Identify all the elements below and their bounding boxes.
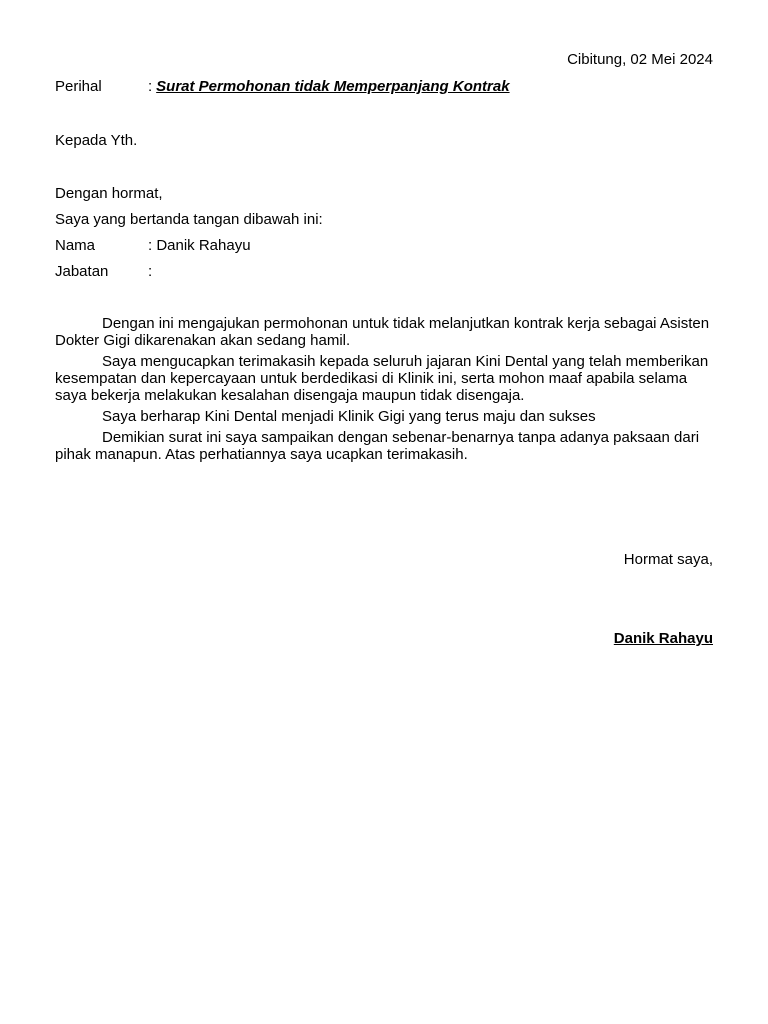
field-label: Jabatan — [55, 263, 109, 280]
intro-line: Saya yang bertanda tangan dibawah ini: — [55, 211, 323, 228]
letter-body — [55, 315, 713, 463]
letter-page — [55, 50, 713, 649]
body-paragraph: Saya berharap Kini Dental menjadi Klinik Gigi yang terus maju dan sukses — [102, 408, 596, 425]
field-row-jabatan — [55, 262, 713, 282]
place-date: Cibitung, 02 Mei 2024 — [567, 51, 713, 68]
field-row-nama — [55, 236, 713, 256]
subject-text: Surat Permohonan tidak Memperpanjang Kontrak — [156, 78, 510, 95]
subject-row — [55, 77, 713, 97]
field-value: : — [148, 263, 153, 280]
signatory-name: Danik Rahayu — [613, 630, 713, 647]
subject-label: Perihal — [55, 78, 102, 95]
recipient-line: Kepada Yth. — [55, 132, 138, 149]
subject-separator: : — [148, 78, 153, 95]
body-paragraph: Saya mengucapkan terimakasih kepada seluruh jajaran Kini Dental yang telah memberikan kesempatan dan kepercayaan untuk berdedikasi di Klinik ini, serta mohon maaf apabila selama saya bekerja melakukan kesalahan disengaja maupun tidak disengaja. — [55, 353, 709, 404]
field-label: Nama — [55, 237, 96, 254]
greeting: Dengan hormat, — [55, 185, 163, 202]
body-paragraph: Dengan ini mengajukan permohonan untuk tidak melanjutkan kontrak kerja sebagai Asisten Dokter Gigi dikarenakan akan sedang hamil. — [55, 315, 710, 349]
field-value: : Danik Rahayu — [148, 237, 251, 254]
body-paragraph: Demikian surat ini saya sampaikan dengan sebenar-benarnya tanpa adanya paksaan dari pihak manapun. Atas perhatiannya saya ucapkan terimakasih. — [55, 429, 700, 463]
closing: Hormat saya, — [623, 551, 713, 568]
